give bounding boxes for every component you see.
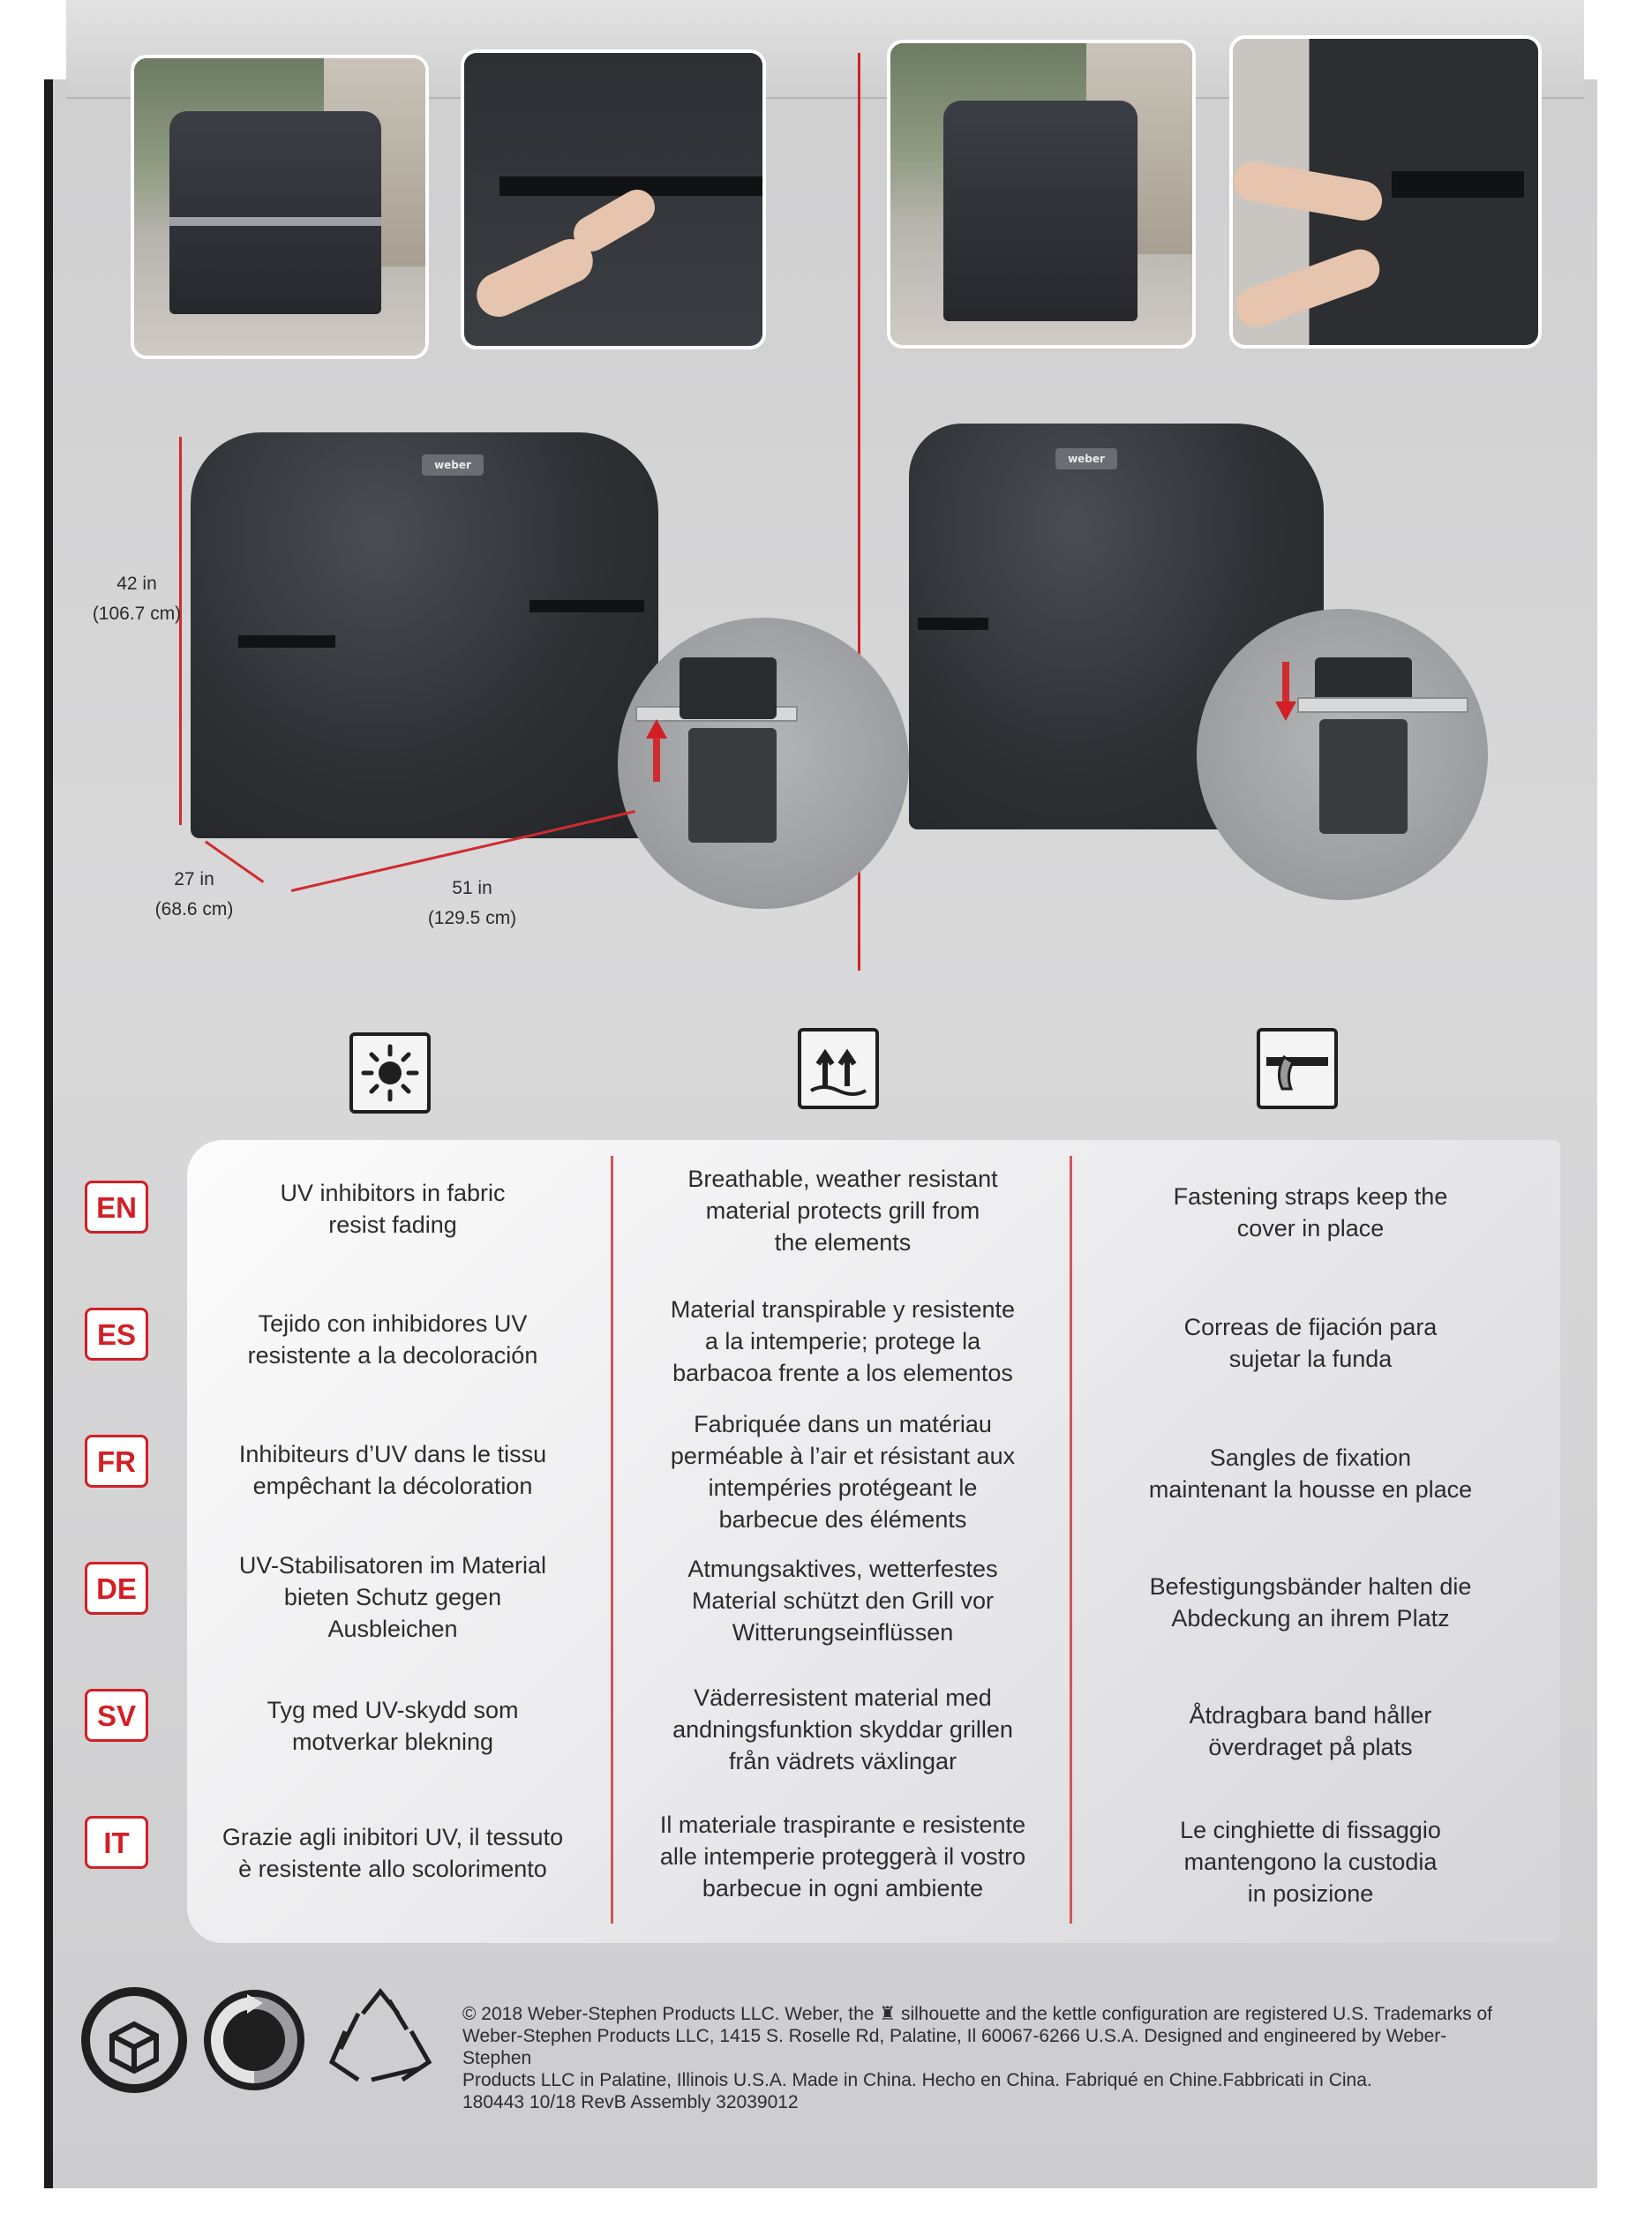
breathable-text-it: Il materiale traspirante e resistente alle intemperie proteggerà il vostro barbecue in ogni ambiente [659,1812,1026,1902]
column-divider-2 [1070,1156,1072,1924]
strap-right [529,600,644,612]
breathable-text-sv: Väderresistent material med andningsfunktion skyddar grillen från vädrets växlingar [672,1684,1013,1774]
box-edge [1597,0,1652,2228]
grill-cart [688,728,777,843]
grill-lid [680,657,777,719]
grill-side-shelf-right [1297,697,1468,713]
arrow-down-icon [1275,701,1296,721]
grill-cart-right [1319,719,1408,834]
photo-hands-velcro-strap [1229,35,1542,349]
photo-cover-on-grill [131,55,429,359]
breathable-text-de: Atmungsaktives, wetterfestes Material schützt den Grill vor Witterungseinflüssen [687,1556,998,1646]
breathable-arrows-icon [798,1028,879,1109]
uv-text-it: Grazie agli inibitori UV, il tessuto è resistente allo scolorimento [222,1824,564,1882]
lang-badge-it: IT [85,1816,148,1869]
straps-text-en: Fastening straps keep the cover in place [1173,1183,1448,1242]
uv-text-fr: Inhibiteurs d’UV dans le tissu empêchant la décoloration [238,1441,547,1499]
depth-label [141,865,247,925]
straps-text-it: Le cinghiette di fissaggio mantengono la custodia in posizione [1180,1817,1441,1907]
lang-badge-fr: FR [85,1435,148,1488]
recycle-arrows-icon [323,1987,429,2093]
straps-text-es: Correas de fijación para sujetar la funda [1183,1314,1438,1372]
straps-text-sv: Åtdragbara band håller överdraget på plats [1189,1702,1432,1760]
width-in: 51 in [452,878,492,898]
lang-badge-es: ES [85,1308,148,1361]
lang-badge-sv: SV [85,1689,148,1742]
photo-hands-fastening-strap [461,49,766,349]
copyright-text: © 2018 Weber-Stephen Products LLC. Weber, the ♜ silhouette and the kettle configuration are registered U.S. Trademarks of Weber-Stephen Products LLC, 1415 S. Roselle Rd, Palatine, Il 60067-6266 U.S.A. Designed and engineered by Weber-Stephen Products LLC in Palatine, Illinois U.S.A. Made in China. Hecho en China. Fabriqué en Chine.Fabbricati in Cina. 180443 10/18 RevB Assembly 32039012 [462,2004,1492,2112]
breathable-text-en: Breathable, weather resistant material protects grill from the elements [687,1166,998,1256]
width-cm: (129.5 cm) [427,908,517,928]
breathable-text-fr: Fabriquée dans un matériau perméable à l’air et résistant aux intempéries protégeant le barbecue des éléments [670,1411,1016,1533]
arrow-up-shaft [653,738,660,782]
width-label [410,874,534,934]
depth-cm: (68.6 cm) [154,899,234,919]
strap-left [238,635,335,648]
cardboard-recycle-icon [81,1987,187,2093]
depth-in: 27 in [174,869,214,889]
fastening-strap-icon [1257,1028,1338,1109]
height-in: 42 in [116,574,157,594]
arrow-down-shaft [1282,662,1289,706]
straps-text-fr: Sangles de fixation maintenant la housse en place [1148,1444,1473,1503]
breathable-text-es: Material transpirable y resistente a la intemperie; protege la barbacoa frente a los elementos [670,1296,1016,1386]
uv-text-de: UV-Stabilisatoren im Material bieten Schutz gegen Ausbleichen [238,1552,547,1642]
uv-text-es: Tejido con inhibidores UV resistente a la decoloración [247,1310,538,1369]
uv-text-sv: Tyg med UV-skydd som motverkar blekning [267,1697,519,1755]
straps-text-de: Befestigungsbänder halten die Abdeckung an ihrem Platz [1149,1573,1472,1632]
height-dimension-line [179,437,182,825]
column-divider-1 [611,1156,613,1924]
lang-badge-en: EN [85,1181,148,1234]
lang-badge-de: DE [85,1562,148,1615]
green-dot-icon [201,1987,307,2093]
height-label [79,569,194,629]
cover-logo-right: weber [1055,448,1117,469]
height-cm: (106.7 cm) [92,604,182,624]
photo-cover-side-view [887,40,1196,349]
arrow-up-icon [646,719,667,739]
strap-side [918,618,988,630]
sun-uv-icon [349,1032,431,1114]
cover-logo: weber [422,454,484,476]
uv-text-en: UV inhibitors in fabric resist fading [280,1180,506,1238]
